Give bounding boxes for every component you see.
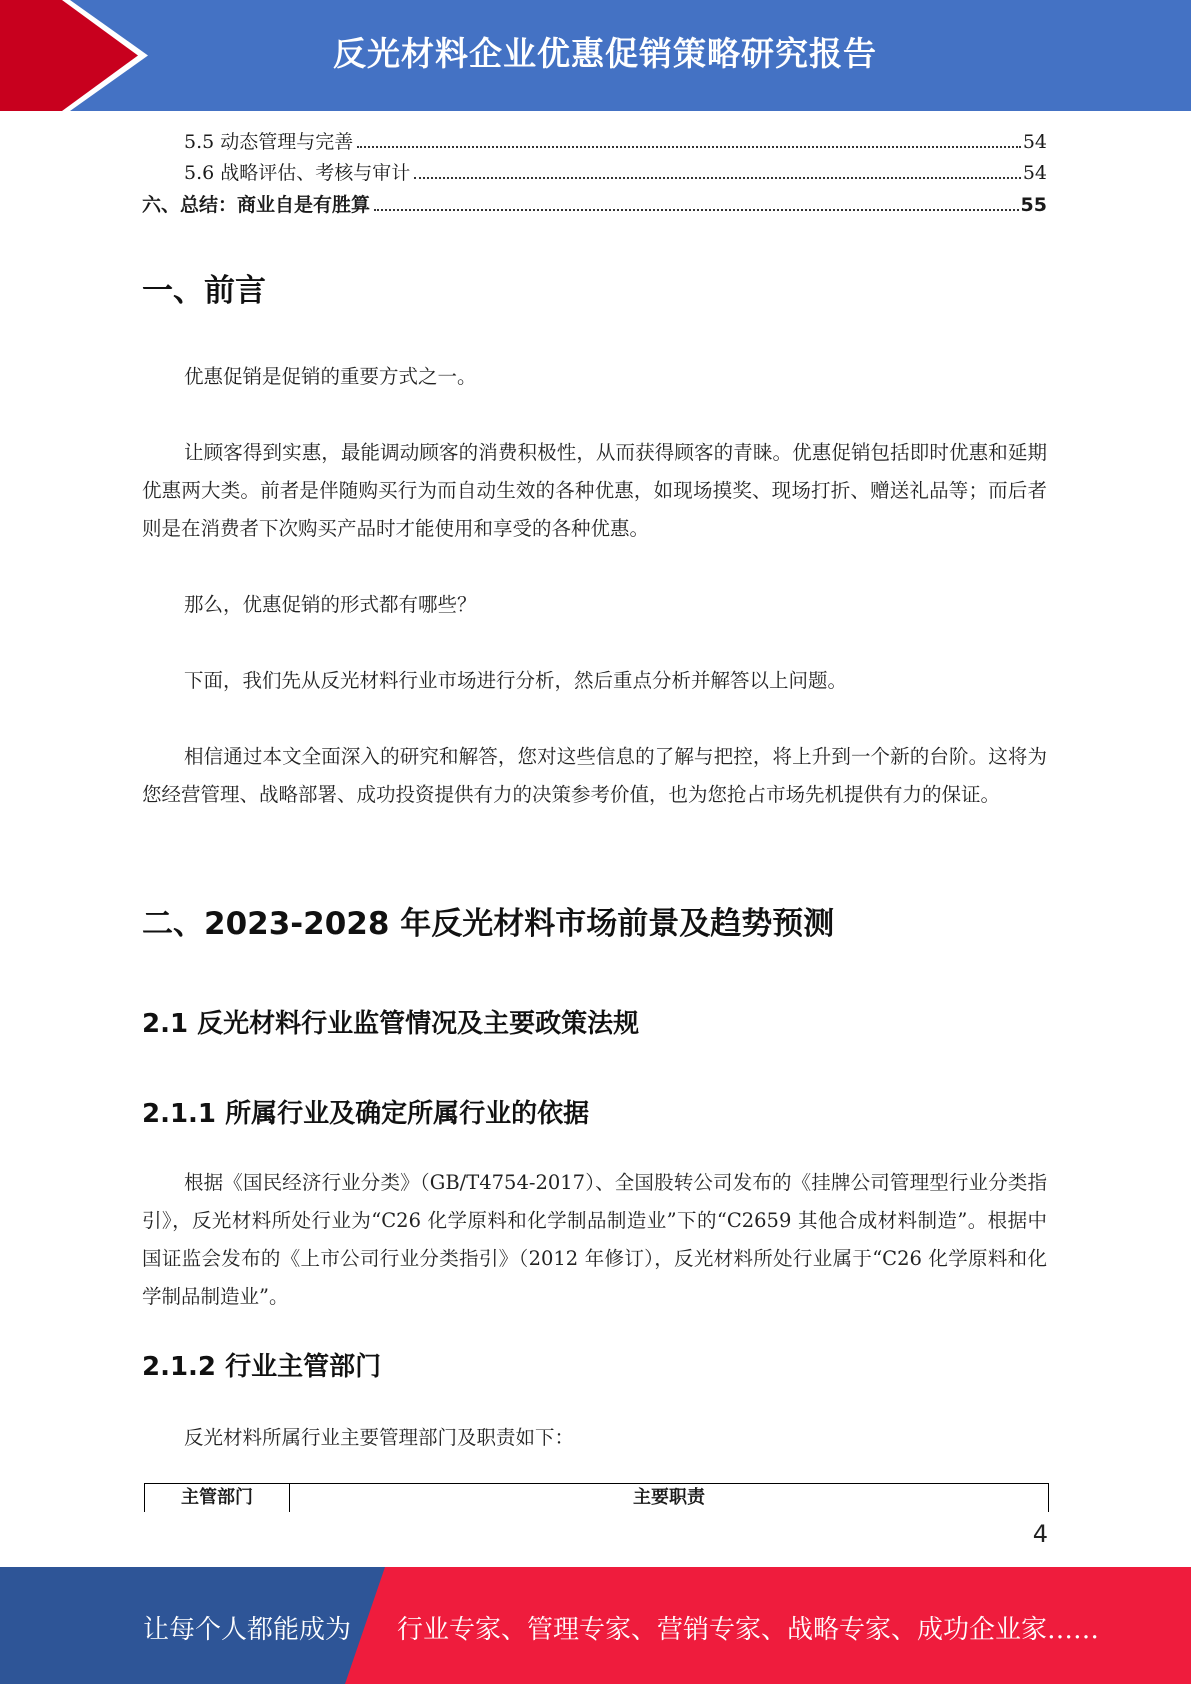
subsection-heading: 2.1.2 行业主管部门: [142, 1352, 382, 1382]
toc-leader-dots: [357, 145, 1021, 148]
toc-entry[interactable]: [184, 160, 1047, 186]
toc-entry-label: 5.6 战略评估、考核与审计: [184, 162, 411, 184]
department-table: [144, 1483, 1049, 1512]
paragraph: 相信通过本文全面深入的研究和解答，您对这些信息的了解与把控，将上升到一个新的台阶。这将为您经营管理、战略部署、成功投资提供有力的决策参考价值，也为您抢占市场先机提供有力的保证。: [142, 745, 1047, 806]
toc-entry[interactable]: [142, 192, 1047, 218]
subsection-heading: 2.1.1 所属行业及确定所属行业的依据: [142, 1099, 590, 1129]
paragraph: 让顾客得到实惠，最能调动顾客的消费积极性，从而获得顾客的青睐。优惠促销包括即时优惠和延期优惠两大类。前者是伴随购买行为而自动生效的各种优惠，如现场摸奖、现场打折、赠送礼品等；而后者则是在消费者下次购买产品时才能使用和享受的各种优惠。: [142, 441, 1047, 540]
toc-leader-dots: [374, 208, 1019, 211]
footer-slogan-left: 让每个人都能成为: [143, 1615, 352, 1645]
section-heading-market-outlook: 二、2023-2028 年反光材料市场前景及趋势预测: [142, 906, 835, 942]
paragraph: 反光材料所属行业主要管理部门及职责如下：: [184, 1426, 575, 1449]
paragraph: 优惠促销是促销的重要方式之一。: [184, 365, 477, 388]
paragraph: 根据《国民经济行业分类》（GB/T4754-2017）、全国股转公司发布的《挂牌公司管理型行业分类指引》，反光材料所处行业为“C26 化学原料和化学制品制造业”下的“C2659 其他合成材料制造”。根据中国证监会发布的《上市公司行业分类指引》（2012 年修订），反光材料所处行业属于“C26 化学原料和化学制品制造业”。: [142, 1171, 1047, 1308]
toc-entry-label: 六、总结：商业自是有胜算: [142, 194, 371, 216]
paragraph: 那么，优惠促销的形式都有哪些？: [184, 593, 477, 616]
header-arrow-decoration: [0, 0, 160, 111]
page-number: 4: [1032, 1520, 1048, 1548]
paragraph: 下面，我们先从反光材料行业市场进行分析，然后重点分析并解答以上问题。: [184, 669, 848, 692]
table-header-duties: 主要职责: [633, 1487, 705, 1508]
subsection-heading: 2.1 反光材料行业监管情况及主要政策法规: [142, 1009, 640, 1039]
page-footer: [0, 1567, 1191, 1684]
report-title: 反光材料企业优惠促销策略研究报告: [333, 34, 877, 73]
section-heading-preface: 一、前言: [142, 273, 266, 309]
toc-entry-page: 54: [1022, 131, 1047, 153]
footer-slogan-right: 行业专家、管理专家、营销专家、战略专家、成功企业家……: [397, 1615, 1100, 1645]
toc-entry[interactable]: [184, 129, 1047, 155]
toc-entry-page: 54: [1022, 162, 1047, 184]
toc-entry-label: 5.5 动态管理与完善: [184, 131, 354, 153]
toc-entry-page: 55: [1020, 194, 1047, 216]
toc-leader-dots: [414, 176, 1021, 179]
page-header: [0, 0, 1191, 111]
table-header-department: 主管部门: [145, 1484, 290, 1512]
